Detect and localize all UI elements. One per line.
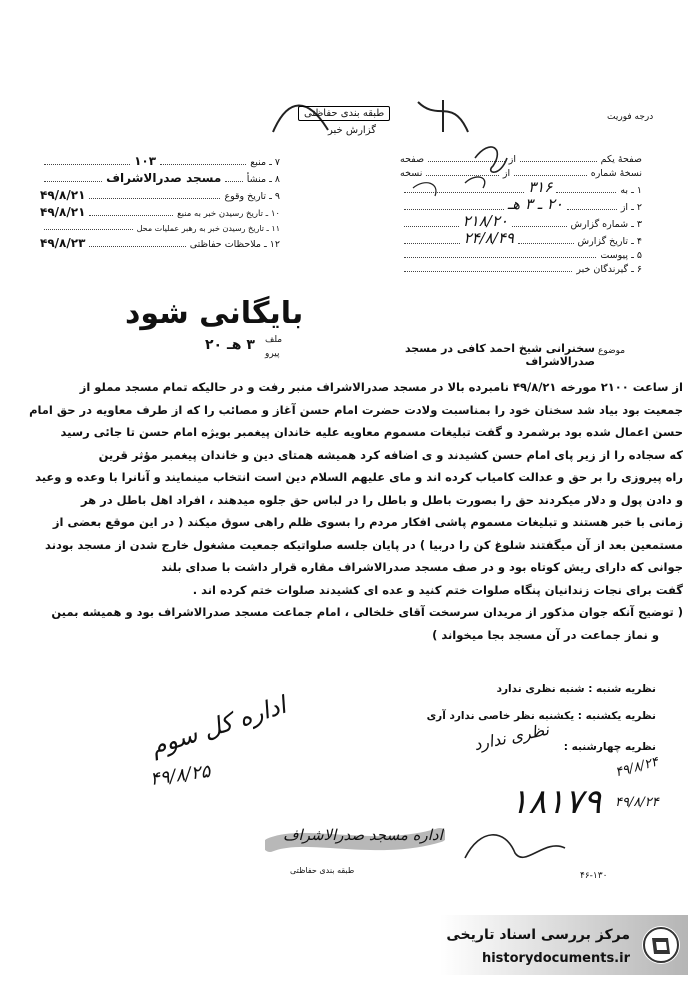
file-label: ملف [265, 335, 283, 345]
field-value: ۴۹/۸/۲۱ [40, 188, 86, 202]
body-line: ( توضیح آنکه جوان مذکور از مریدان سرسخت آقای خلخالی ، امام جماعت مسجد صدرالاشراف بود و همیشه بمین [51, 605, 683, 619]
hand-scribble-icon [455, 818, 575, 873]
stamp-report-text: گزارش خبر [328, 125, 376, 136]
body-line: مستمعین بعد از آن میگفتند شلوغ کن را دربیا ) در پایان جلسه صلواتیکه جمعیت مشغول خارج شدن از مسجد بودند [45, 537, 683, 552]
body-line: و نماز جماعت در آن مسجد بجا میخواند ) [432, 627, 659, 642]
field-label: ۱۱ ـ تاریخ رسیدن خبر به رهبر عملیات محل [136, 224, 280, 233]
field-value: مسجد صدرالاشراف [106, 171, 222, 185]
hand-note-right: ۴۹/۸/۲۴ [613, 754, 660, 781]
body-line: زمانی با خبر هستند و تبلیغات مسموم پاشی افکار مردم را بسوی ظلم راهی سوق میکند ( در این موقع بعضی از [52, 515, 683, 529]
file-value: ۳ هـ ۲۰ [205, 337, 255, 353]
field-label: ۵ ـ پیوست [600, 250, 642, 261]
field-label: ۳ ـ شماره گزارش [570, 219, 642, 230]
body-line: جمعیت بود بیاد شد سخنان خود را بمناسبت ولادت حضرت امام حسن آغاز و مصائب را که از طرف معاویه در حق امام [29, 402, 683, 417]
field-value: ۲۴/۸/۴۹ [463, 229, 514, 247]
field-value: ۲۰ ـ ۳ هـ [507, 195, 563, 213]
archive-stamp: بایگانی شود [125, 296, 304, 331]
field-label: ۷ ـ منبع [250, 157, 280, 168]
field-event-date [40, 185, 280, 202]
field-sep: از [502, 168, 511, 179]
body-line: از ساعت ۲۱۰۰ مورخه ۴۹/۸/۲۱ نامبرده بالا در مسجد صدرالاشراف منبر رفت و در حالیکه تمام مسجد مملو از [79, 380, 683, 394]
body-line: و دادن پول و دلار میکردند حق را بصورت باطل و باطل را در لباس حق جلوه میدهند ، افراد اهل باطل در هر [80, 492, 683, 507]
stamp-classification-box: طبقه بندی حفاظتی [298, 106, 390, 121]
body-line: که سجاده را از زیر پای امام حسن کشیدند و ی اضافه کرد همیشه همتای دین و خاندان پیغمبر مؤثر قرین [98, 447, 683, 462]
watermark [440, 915, 688, 975]
field-news-to-leader [40, 219, 280, 233]
hand-number: ۱۸۱۷۹ [510, 782, 602, 822]
signature-left: اداره کل سوم [147, 690, 290, 762]
file-sub-label: پیرو [265, 349, 280, 359]
body-line: حسن اعمال شده بود برشمرد و گفت تبلیغات مسموم معاویه علیه خاندان پیغمبر بویژه امام حسن تا جائی رسید [60, 425, 683, 439]
field-label: صفحهٔ یکم [600, 154, 642, 165]
field-security-notes [40, 233, 280, 250]
field-sep: از [508, 154, 516, 165]
body-line: جوانی که دارای ریش کوتاه بود و در صف مسجد صدرالاشراف مقاره قرار داشت با صدای بلند [161, 560, 683, 574]
bottom-stamp [265, 820, 445, 858]
header-handwriting-icon [395, 128, 635, 278]
field-label: ۹ ـ تاریخ وقوع [224, 191, 280, 202]
field-end: نسخه [400, 168, 423, 179]
field-label: ۱ ـ به [620, 185, 642, 196]
body-line: گفت برای نجات زندانیان پنگاه صلوات ختم کنید و عده ای کشیدند صلوات ختم کرده اند . [192, 582, 683, 597]
opinion-wednesday-value: نظری ندارد [472, 719, 551, 755]
field-label: ۴ ـ تاریخ گزارش [577, 236, 642, 247]
opinion-sunday: نظریه یکشنبه : یکشنبه نظر خاصی ندارد آری [426, 710, 656, 722]
opinion-saturday: نظریه شنبه : شنبه نظری ندارد [496, 683, 656, 695]
report-body [25, 380, 683, 650]
field-news-to-source [40, 202, 280, 219]
watermark-title: مرکز بررسی اسناد تاریخی [446, 927, 630, 943]
field-value: ۲۱۸/۲۰ [462, 212, 508, 230]
field-source [40, 151, 280, 168]
field-label: ۱۲ ـ ملاحظات حفاظتی [189, 239, 280, 250]
opinion-wednesday-label: نظریه چهارشنبه : [563, 741, 656, 753]
bottom-classification-label: طبقه بندی حفاظتی [290, 866, 355, 875]
form-code: ۴۶-۱۳۰ [580, 871, 608, 881]
priority-label: درجه فوریت [607, 112, 654, 122]
field-label: ۲ ـ از [620, 202, 642, 213]
bottom-stamp-text: اداره مسجد صدرالاشراف [283, 826, 443, 844]
field-value: ۱۰۳ [134, 154, 157, 168]
field-value: ۴۹/۸/۲۳ [40, 236, 86, 250]
watermark-url: historydocuments.ir [481, 951, 630, 966]
signature-left-date: ۴۹/۸/۲۵ [148, 760, 212, 791]
field-label: ۸ ـ منشأ [246, 174, 280, 185]
left-fields [40, 151, 280, 250]
hand-date: ۴۹/۸/۲۴ [615, 795, 659, 810]
body-line: راه پیروزی را بر حق و عدالت کامیاب کرده اند و مای علیهم السلام دین است انتخاب مینمایند و آنانرا با وعده و وعید [35, 470, 683, 484]
field-label: ۱۰ ـ تاریخ رسیدن خبر به منبع [177, 209, 280, 219]
field-label: نسخهٔ شماره [590, 168, 642, 179]
subject-text: سخنرانی شیخ احمد کافی در مسجد صدرالاشراف [404, 342, 595, 368]
field-end: صفحه [400, 154, 425, 165]
field-origin [40, 168, 280, 185]
field-label: ۶ ـ گیرندگان خبر [576, 264, 642, 275]
field-value: ۳۱۶ [528, 178, 553, 196]
field-value: ۴۹/۸/۲۱ [40, 205, 86, 219]
subject-label: موضوع [598, 346, 626, 356]
watermark-logo-icon [642, 926, 680, 964]
